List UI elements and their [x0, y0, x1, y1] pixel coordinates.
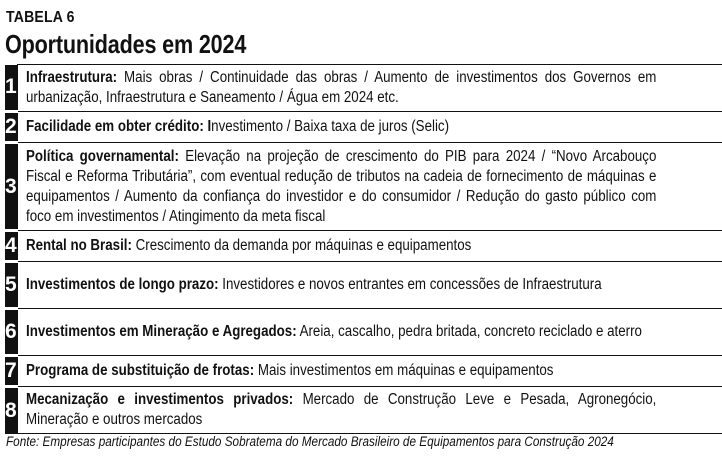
row-label: Programa de substituição de frotas: [25, 362, 254, 379]
table-title: Oportunidades em 2024 [5, 29, 247, 59]
opportunities-table [5, 64, 722, 434]
row-text: Mercado de Construção Leve e Pesada, Agronegócio, Mineração e outros mercados [25, 391, 657, 428]
row-text: Elevação na projeção de crescimento do PIB para 2024 / “Novo Arcabouço Fiscal e Reforma Tributária”, com eventual redução de tributos na cadeia de fornecimento de máquinas e equipamentos / Aumento da confiança do investidor e do consumidor / Redução do gasto público com foco em investimentos / Atingimento da meta fiscal [25, 147, 657, 225]
row-description [17, 309, 722, 356]
row-text: Areia, cascalho, pedra britada, concreto reciclado e aterro [296, 323, 642, 340]
row-text: Crescimento da demanda por máquinas e equipamentos [131, 237, 471, 254]
row-number: 5 [5, 262, 17, 309]
row-description [17, 262, 722, 309]
row-text: nvestimento / Baixa taxa de juros (Selic) [210, 118, 449, 135]
row-number: 2 [5, 112, 17, 143]
row-description [17, 65, 722, 112]
table-row [5, 112, 722, 143]
table-row [5, 309, 722, 356]
row-description [17, 356, 722, 387]
row-number: 7 [5, 356, 17, 387]
row-text: Mais obras / Continuidade das obras / Aumento de investimentos dos Governos em urbanização, Infraestrutura e Saneamento / Água em 2024 etc. [25, 69, 657, 106]
row-description [17, 231, 722, 262]
table-row [5, 387, 722, 434]
row-description [17, 143, 722, 231]
table-row [5, 65, 722, 112]
row-label: Infraestrutura: [25, 69, 117, 86]
row-text: Investidores e novos entrantes em concessões de Infraestrutura [218, 276, 602, 293]
row-text: Mais investimentos em máquinas e equipamentos [253, 362, 554, 379]
row-label: Investimentos de longo prazo: [25, 276, 219, 293]
row-label: Política governamental: [25, 147, 179, 165]
row-number: 4 [5, 231, 17, 262]
table-row [5, 262, 722, 309]
source-note: Fonte: Empresas participantes do Estudo Sobratema do Mercado Brasileiro de Equipamentos para Construção 2024 [6, 434, 614, 449]
row-label: Mecanização e investimentos privados: [25, 391, 293, 408]
table-row [5, 231, 722, 262]
row-description [17, 112, 722, 143]
table-row [5, 356, 722, 387]
row-label: Investimentos em Mineração e Agregados: [25, 323, 297, 340]
row-number: 6 [5, 309, 17, 356]
row-number: 3 [5, 143, 17, 231]
table-eyebrow: TABELA 6 [6, 9, 75, 26]
row-label: Rental no Brasil: [25, 237, 132, 254]
row-description [17, 387, 722, 434]
row-label: Facilidade em obter crédito: I [25, 118, 211, 135]
row-number: 1 [5, 65, 17, 112]
table-row [5, 143, 722, 231]
row-number: 8 [5, 387, 17, 434]
